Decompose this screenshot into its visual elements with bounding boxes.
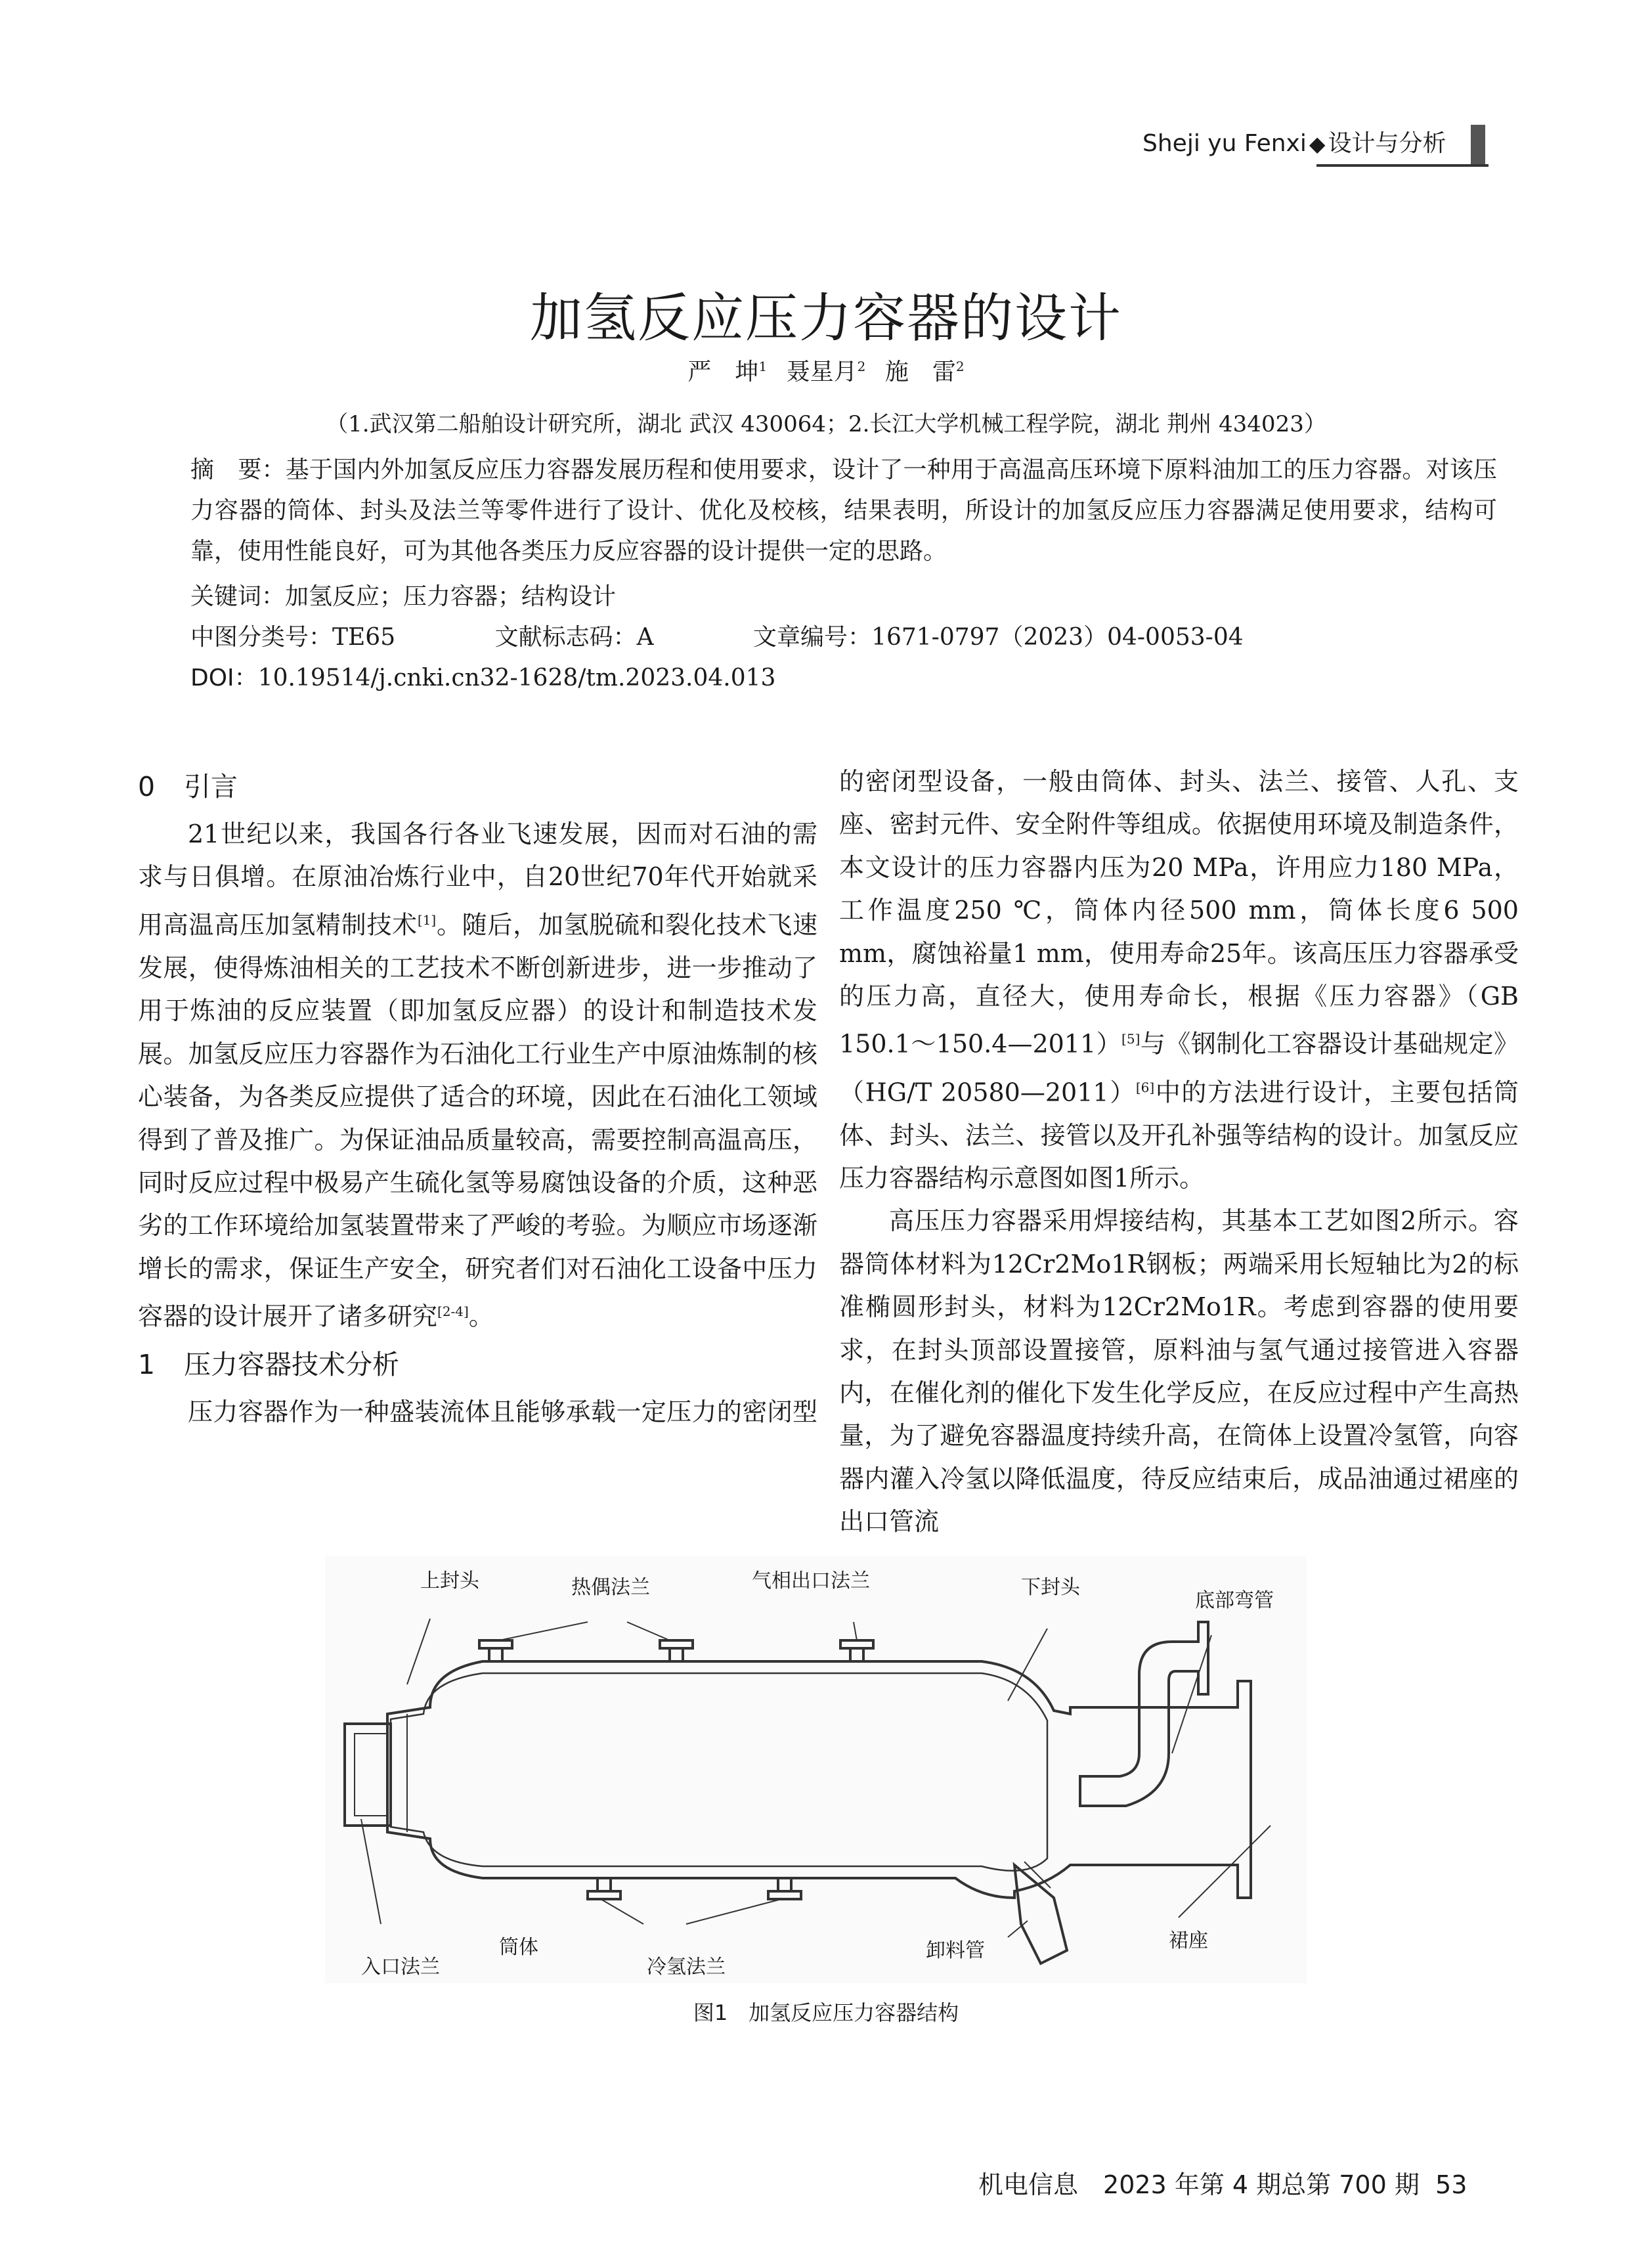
figure-reactor-diagram: [325, 1556, 1307, 1983]
page-footer: [978, 2164, 1467, 2201]
keywords-text: 加氢反应；压力容器；结构设计: [285, 583, 617, 610]
label-shell: 筒体: [499, 1936, 538, 1959]
section-heading: 1 压力容器技术分析: [138, 1349, 399, 1381]
abstract-label: 摘 要：: [190, 456, 286, 483]
page-number: 53: [1435, 2170, 1467, 2199]
doi: [190, 658, 1497, 699]
author: 施 雷$^2$: [884, 359, 965, 385]
diamond-icon: ◆: [1309, 131, 1326, 156]
citation[interactable]: [2-4]: [437, 1304, 469, 1320]
doc-code: A: [636, 624, 654, 651]
article-number: 1671-0797（2023）04-0053-04: [871, 624, 1244, 651]
section-heading: 0 引言: [138, 771, 238, 802]
authors: [0, 353, 1652, 387]
label-thermo-flange: 热偶法兰: [571, 1576, 650, 1599]
label-skirt: 裙座: [1169, 1929, 1208, 1952]
affiliation: （1.武汉第二船舶设计研究所，湖北 武汉 430064；2.长江大学机械工程学院，湖北 荆州 434023）: [326, 411, 1326, 437]
label-inlet-flange: 入口法兰: [361, 1956, 440, 1979]
header-section: 设计与分析: [1328, 130, 1446, 157]
header-bar: [1471, 125, 1485, 164]
label-bottom-elbow: 底部弯管: [1195, 1589, 1274, 1612]
citation[interactable]: [5]: [1121, 1031, 1141, 1047]
author: 严 坤$^1$: [687, 359, 768, 385]
paper-title: 加氢反应压力容器的设计: [530, 288, 1122, 349]
label-cold-h2-flange: 冷氢法兰: [647, 1956, 726, 1979]
author: 聂星月$^2$: [786, 359, 866, 385]
doi-link[interactable]: 10.19514/j.cnki.cn32-1628/tm.2023.04.013: [257, 665, 776, 691]
label-top-head: 上封头: [420, 1569, 479, 1592]
label-bottom-head: 下封头: [1021, 1576, 1080, 1599]
figure-caption: 图1 加氢反应压力容器结构: [693, 2000, 959, 2025]
running-header: [1142, 125, 1446, 158]
clc-code: TE65: [332, 624, 396, 651]
paragraph: 21世纪以来，我国各行各业飞速发展，因而对石油的需求与日俱增。在原油冶炼行业中，自20世纪70年代开始就采用高温高压加氢精制技术[1]。随后，加氢脱硫和裂化技术飞速发展，使得炼油相关的工艺技术不断创新进步，进一步推动了用于炼油的反应装置（即加氢反应器）的设计和制造技术发展。加氢反应压力容器作为石油化工行业生产中原油炼制的核心装备，为各类反应提供了适合的环境，因此在石油化工领域得到了普及推广。为保证油品质量较高，需要控制高温高压，同时反应过程中极易产生硫化氢等易腐蚀设备的介质，这种恶劣的工作环境给加氢装置带来了严峻的考验。为顺应市场逐渐增长的需求，保证生产安全，研究者们对石油化工设备中压力容器的设计展开了诸多研究[2-4]。: [138, 820, 817, 1331]
header-rule: [1316, 164, 1489, 167]
abstract-text: 基于国内外加氢反应压力容器发展历程和使用要求，设计了一种用于高温高压环境下原料油加工的压力容器。对该压力容器的筒体、封头及法兰等零件进行了设计、优化及校核，结果表明，所设计的加氢反应压力容器满足使用要求，结构可靠，使用性能良好，可为其他各类压力反应容器的设计提供一定的思路。: [190, 456, 1497, 565]
issue-info: 2023 年第 4 期总第 700 期: [1103, 2170, 1420, 2199]
paragraph: 压力容器作为一种盛装流体且能够承载一定压力的密闭型: [188, 1397, 817, 1427]
abstract: [190, 450, 1497, 572]
citation[interactable]: [6]: [1135, 1079, 1155, 1095]
label-gas-outlet-flange: 气相出口法兰: [752, 1569, 870, 1592]
paragraph: 的密闭型设备，一般由筒体、封头、法兰、接管、人孔、支座、密封元件、安全附件等组成。依据使用环境及制造条件，本文设计的压力容器内压为20 MPa，许用应力180 MPa，工作温度250 ℃，筒体内径500 mm，筒体长度6 500 mm，腐蚀裕量1 mm，使用寿命25年。该高压压力容器承受的压力高，直径大，使用寿命长，根据《压力容器》（GB 150.1～150.4—2011）[5]与《钢制化工容器设计基础规定》（HG/T 20580—2011）[6]中的方法进行设计，主要包括筒体、封头、法兰、接管以及开孔补强等结构的设计。加氢反应压力容器结构示意图如图1所示。: [839, 767, 1519, 1193]
column-left: [138, 760, 817, 1434]
citation[interactable]: [1]: [417, 911, 437, 928]
classification: 中图分类号：TE65 文献标志码：A 文章编号：1671-0797（2023）04-0053-04: [190, 624, 1244, 651]
column-right: [839, 760, 1519, 1544]
header-pinyin: Sheji yu Fenxi: [1142, 130, 1307, 157]
keywords: [190, 577, 1497, 617]
paragraph: 高压压力容器采用焊接结构，其基本工艺如图2所示。容器筒体材料为12Cr2Mo1R钢板；两端采用长短轴比为2的标准椭圆形封头，材料为12Cr2Mo1R。考虑到容器的使用要求，在封头顶部设置接管，原料油与氢气通过接管进入容器内，在催化剂的催化下发生化学反应，在反应过程中产生高热量，为了避免容器温度持续升高，在筒体上设置冷氢管，向容器内灌入冷氢以降低温度，待反应结束后，成品油通过裙座的出口管流: [839, 1206, 1519, 1537]
reactor-drawing: [325, 1556, 1307, 1983]
journal-name: 机电信息: [978, 2170, 1079, 2199]
label-discharge-pipe: 卸料管: [926, 1939, 985, 1962]
doi-label: DOI：: [190, 665, 258, 691]
keywords-label: 关键词：: [190, 583, 286, 610]
